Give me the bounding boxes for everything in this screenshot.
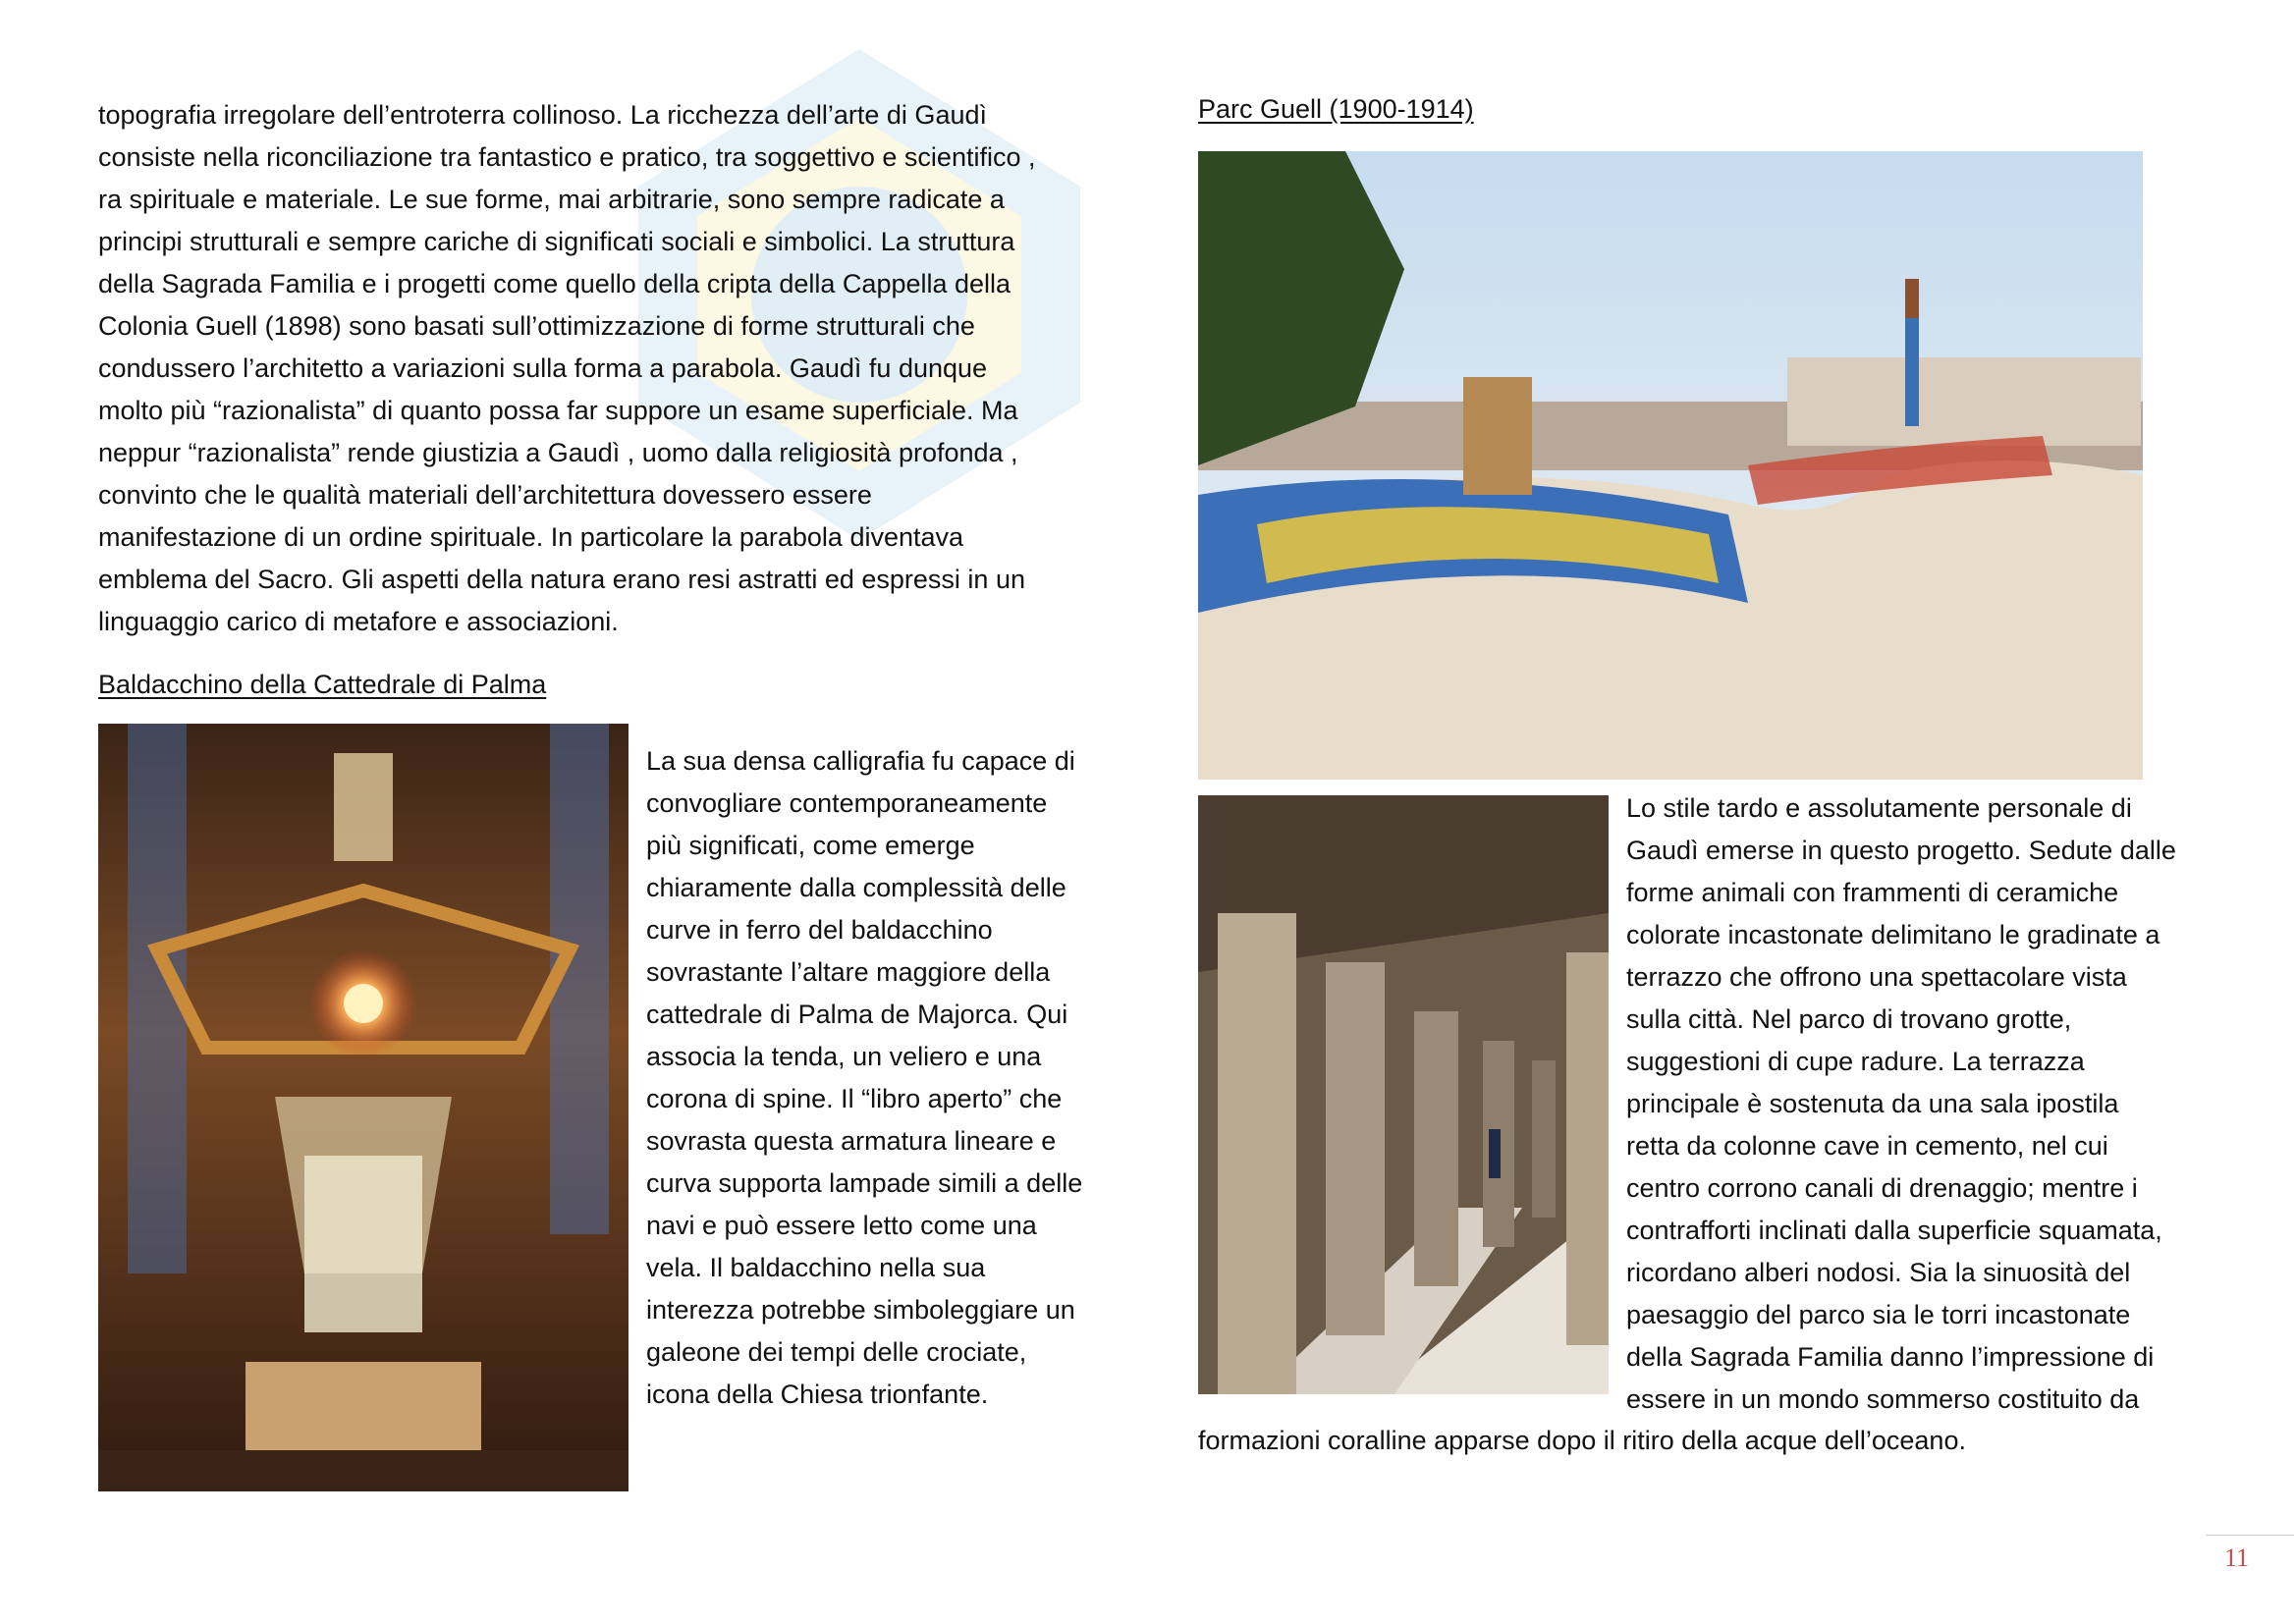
palma-line: chiaramente dalla complessità delle [646, 873, 1066, 902]
image-palma-cathedral-baldachin [98, 724, 629, 1491]
intro-line: della Sagrada Familia e i progetti come quello della cripta della Cappella della [98, 269, 1011, 298]
parc-line: essere in un mondo sommerso costituito da [1626, 1384, 2140, 1414]
parc-line: sulla città. Nel parco di trovano grotte, [1626, 1004, 2072, 1034]
palma-line: curve in ferro del baldacchino [646, 915, 993, 945]
palma-line: galeone dei tempi delle crociate, [646, 1337, 1027, 1367]
palma-line: associa la tenda, un veliero e una [646, 1042, 1042, 1071]
parc-line: centro corrono canali di drenaggio; mentre i [1626, 1173, 2138, 1203]
intro-line: convinto che le qualità materiali dell’architettura dovessero essere [98, 480, 872, 510]
parc-line: retta da colonne cave in cemento, nel cui [1626, 1131, 2108, 1161]
palma-line: sovrasta questa armatura lineare e [646, 1126, 1057, 1156]
intro-line: principi strutturali e sempre cariche di significati sociali e simbolici. La struttura [98, 227, 1015, 256]
intro-line: consiste nella riconciliazione tra fantastico e pratico, tra soggettivo e scientifico , [98, 142, 1036, 172]
intro-line: neppur “razionalista” rende giustizia a Gaudì , uomo dalla religiosità profonda , [98, 438, 1018, 467]
palma-line: più significati, come emerge [646, 831, 975, 860]
parc-line: principale è sostenuta da una sala ipostila [1626, 1089, 2119, 1118]
parc-line: paesaggio del parco sia le torri incastonate [1626, 1300, 2131, 1329]
parc-line: contrafforti inclinati dalla superficie squamata, [1626, 1216, 2162, 1245]
palma-line: vela. Il baldacchino nella sua [646, 1253, 986, 1282]
page-number-rule [2206, 1535, 2294, 1536]
parc-line: della Sagrada Familia danno l’impressione di [1626, 1342, 2155, 1372]
parc-line: Gaudì emerse in questo progetto. Sedute dalle [1626, 836, 2176, 865]
parc-line: colorate incastonate delimitano le gradinate a [1626, 920, 2160, 949]
parc-line: ricordano alberi nodosi. Sia la sinuosità del [1626, 1258, 2131, 1287]
parc-line: terrazzo che offrono una spettacolare vista [1626, 962, 2127, 992]
palma-line: sovrastante l’altare maggiore della [646, 957, 1051, 987]
page-number: 11 [2223, 1543, 2249, 1572]
intro-line: condussero l’architetto a variazioni sulla forma a parabola. Gaudì fu dunque [98, 353, 988, 383]
parc-guell-paragraph-last-line: formazioni coralline apparse dopo il ritiro della acque dell’oceano. [1198, 1426, 1966, 1455]
intro-line: manifestazione di un ordine spirituale. In particolare la parabola diventava [98, 522, 964, 552]
palma-line: cattedrale di Palma de Majorca. Qui [646, 1000, 1068, 1029]
intro-line: emblema del Sacro. Gli aspetti della natura erano resi astratti ed espressi in un [98, 565, 1025, 594]
parc-line: suggestioni di cupe radure. La terrazza [1626, 1047, 2085, 1076]
palma-line: convogliare contemporaneamente [646, 788, 1048, 818]
intro-line: molto più “razionalista” di quanto possa far suppore un esame superficiale. Ma [98, 396, 1018, 425]
heading-parc-guell: Parc Guell (1900-1914) [1198, 94, 1474, 124]
parc-guell-paragraph [1626, 787, 2245, 1421]
palma-line: corona di spine. Il “libro aperto” che [646, 1084, 1063, 1113]
palma-line: interezza potrebbe simboleggiare un [646, 1295, 1075, 1325]
image-parc-guell-colonnade [1198, 795, 1609, 1394]
intro-paragraph [98, 94, 1110, 643]
palma-paragraph [646, 740, 1118, 1416]
palma-line: navi e può essere letto come una [646, 1211, 1037, 1240]
intro-line: topografia irregolare dell’entroterra collinoso. La ricchezza dell’arte di Gaudì [98, 100, 987, 130]
palma-line: La sua densa calligrafia fu capace di [646, 746, 1075, 776]
parc-line: forme animali con frammenti di ceramiche [1626, 878, 2119, 907]
image-parc-guell-terrace [1198, 151, 2143, 780]
parc-line: Lo stile tardo e assolutamente personale di [1626, 793, 2132, 823]
intro-line: Colonia Guell (1898) sono basati sull’ottimizzazione di forme strutturali che [98, 311, 975, 341]
heading-baldacchino-palma: Baldacchino della Cattedrale di Palma [98, 670, 547, 699]
intro-line: linguaggio carico di metafore e associazioni. [98, 607, 619, 636]
intro-line: ra spirituale e materiale. Le sue forme, mai arbitrarie, sono sempre radicate a [98, 185, 1005, 214]
palma-line: curva supporta lampade simili a delle [646, 1168, 1083, 1198]
palma-line: icona della Chiesa trionfante. [646, 1380, 989, 1409]
